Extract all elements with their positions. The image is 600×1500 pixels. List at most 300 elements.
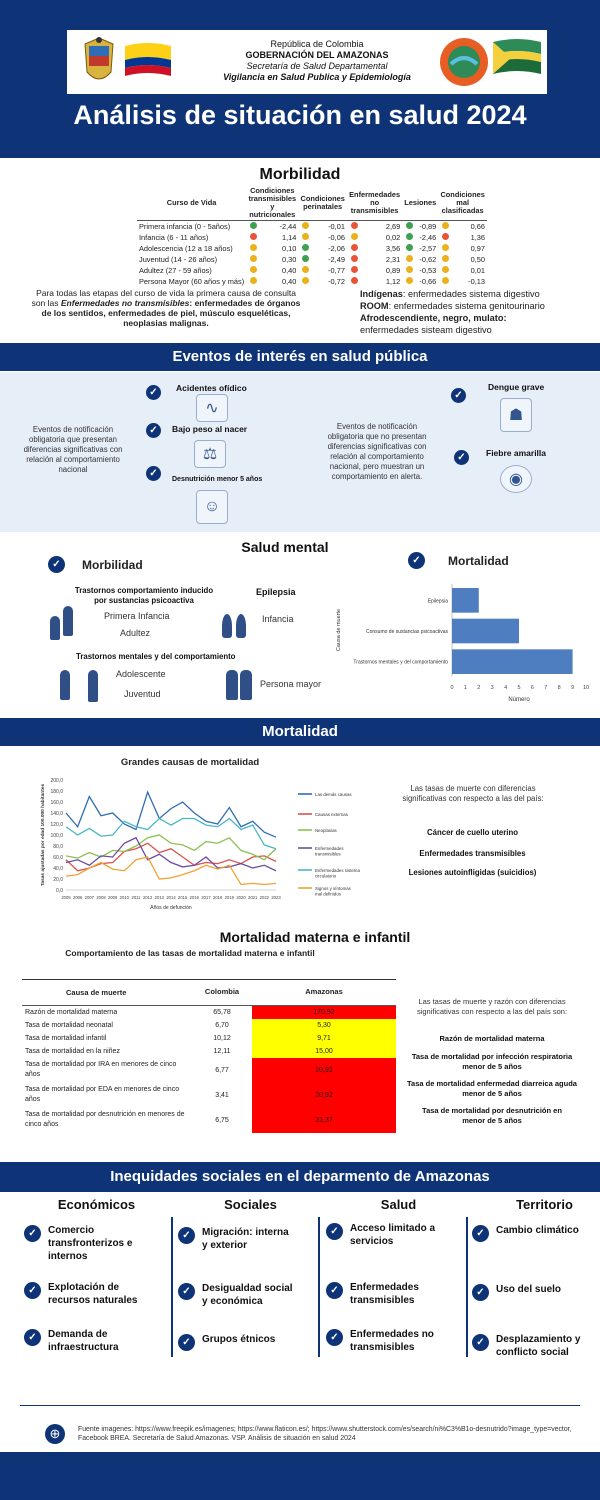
cause-cell: Tasa de mortalidad neonatal	[25, 1021, 113, 1029]
table-cell	[246, 276, 298, 287]
x-tick-label: 2005	[61, 895, 71, 900]
table-row	[22, 1032, 396, 1045]
cell-value: 0,02	[385, 232, 401, 242]
ineq-item-label: Acceso limitado a servicios	[350, 1223, 436, 1247]
amazonas-cell: 170,92	[252, 1006, 396, 1019]
ineq-item-label: Grupos étnicos	[202, 1334, 276, 1345]
check-icon: ✓	[146, 385, 161, 400]
row-label: Persona Mayor (60 años y más)	[139, 276, 245, 286]
arrow-down-icon	[351, 255, 358, 262]
cell-value: 1,36	[470, 232, 485, 242]
arrow-right-icon	[442, 255, 449, 262]
bar	[452, 619, 519, 644]
ineq-column	[24, 1197, 169, 1224]
room-text: : enfermedades sistema genitourinario	[388, 301, 545, 311]
x-tick-label: 2007	[84, 895, 94, 900]
check-icon: ✓	[451, 388, 466, 403]
amazonas-cell: 15,00	[252, 1045, 396, 1058]
cell-value: -0,53	[419, 265, 437, 275]
x-tick-label: 5	[517, 685, 521, 691]
ineq-item	[472, 1283, 590, 1301]
x-axis-label: Años de defunción	[150, 905, 192, 911]
dengue-icon: ☗	[500, 398, 532, 432]
row-label: Primera infancia (0 - 5años)	[139, 221, 231, 231]
ineq-item	[326, 1222, 444, 1248]
materna-side-text: Las tasas de muerte y razón con diferencias significativas con respecto a las del país son:	[416, 997, 568, 1016]
ineq-heading: Salud	[380, 1197, 417, 1212]
institution-text	[217, 39, 417, 83]
table-row	[22, 1045, 396, 1058]
x-tick-label: 2022	[259, 895, 269, 900]
ineq-item	[472, 1333, 590, 1359]
legend-label: Enfermedades transmisibles	[315, 846, 344, 857]
y-tick-label: 100,0	[50, 833, 63, 839]
divider	[466, 1217, 468, 1357]
table-row	[137, 232, 487, 243]
table-cell	[402, 276, 438, 287]
y-tick-label: 180,0	[50, 789, 63, 795]
divider	[22, 979, 396, 980]
x-tick-label: 2012	[143, 895, 153, 900]
institution-card	[67, 30, 547, 94]
check-icon: ✓	[326, 1223, 343, 1240]
table-cell	[402, 243, 438, 254]
table-cell	[298, 232, 347, 243]
check-icon: ✓	[178, 1334, 195, 1351]
ineq-item	[178, 1226, 296, 1252]
morbilidad-col-header: Curso de Vida	[137, 186, 246, 221]
y-tick-label: 0,0	[56, 888, 63, 894]
woman-icon	[60, 670, 70, 700]
y-tick-label: 80,0	[53, 844, 63, 850]
arrow-right-icon	[250, 255, 257, 262]
y-tick-label: 120,0	[50, 822, 63, 828]
cell-value: -0,66	[419, 276, 437, 286]
y-tick-label: 200,0	[50, 778, 63, 784]
check-icon: ✓	[454, 450, 469, 465]
ethnic-notes	[360, 288, 600, 336]
sm-t2-c: Persona mayor	[260, 679, 322, 689]
ineq-heading: Sociales	[224, 1197, 277, 1212]
amazonas-cell: 31,37	[252, 1108, 396, 1133]
x-tick-label: 9	[571, 685, 575, 691]
cell-value: -0,77	[328, 265, 345, 275]
mort-cause-2: Enfermedades transmisibles	[419, 849, 526, 858]
series-line	[66, 843, 276, 871]
x-tick-label: 4	[504, 685, 508, 691]
series-line	[66, 835, 276, 860]
arrow-right-icon	[250, 244, 257, 251]
ineq-item-label: Uso del suelo	[496, 1284, 562, 1295]
elderly-icon	[226, 670, 238, 700]
ineq-heading: Económicos	[57, 1197, 136, 1212]
event-fiebre: Fiebre amarilla	[486, 448, 547, 458]
arrow-down-icon	[351, 244, 358, 251]
check-icon: ✓	[326, 1282, 343, 1299]
y-tick-label: 140,0	[50, 811, 63, 817]
colombia-cell: 65,78	[213, 1008, 231, 1016]
table-cell	[402, 265, 438, 276]
table-cell	[298, 254, 347, 265]
table-cell	[347, 232, 402, 243]
ineq-item	[326, 1328, 444, 1354]
arrow-down-icon	[351, 277, 358, 284]
cell-value: -0,89	[419, 221, 437, 231]
note-pre: Para todas las etapas del curso de vida la primera causa de consulta son las	[31, 288, 296, 308]
table-cell	[438, 265, 487, 276]
bar	[452, 588, 479, 613]
amazonas-cell: 5,30	[252, 1019, 396, 1032]
cause-cell: Tasa de mortalidad infantil	[25, 1034, 107, 1042]
sm-t1: Trastornos comportamiento inducido por sustancias psicoactiva	[74, 586, 214, 605]
cell-value: -0,06	[328, 232, 345, 242]
ineq-column	[178, 1197, 323, 1224]
arrow-down-icon	[351, 266, 358, 273]
morbilidad-col-header: Condiciones mal clasificadas	[438, 186, 487, 221]
check-icon: ✓	[472, 1334, 489, 1351]
arrow-right-icon	[406, 255, 413, 262]
arrow-up-icon	[406, 222, 413, 229]
colombia-cell: 10,12	[213, 1034, 231, 1042]
morbilidad-col-header: Condiciones transmisibles y nutricionales	[246, 186, 298, 221]
table-cell	[402, 221, 438, 232]
children-icon	[236, 614, 246, 638]
colombia-cell: 6,77	[215, 1066, 229, 1074]
category-label: Consumo de sustancias psicoactivas	[366, 629, 448, 635]
ineq-column	[472, 1197, 600, 1224]
table-row	[22, 1006, 396, 1019]
table-cell	[347, 265, 402, 276]
x-tick-label: 3	[490, 685, 494, 691]
check-icon: ✓	[24, 1225, 41, 1242]
materna-subtitle: Comportamiento de las tasas de mortalidad materna e infantil	[65, 948, 315, 958]
event-bajo-peso: Bajo peso al nacer	[172, 424, 248, 434]
mm-side-2: Tasa de mortalidad por infección respiratoria menor de 5 años	[411, 1052, 573, 1071]
afro-text: enfermedades sisteam digestivo	[360, 325, 492, 335]
category-label: Trastornos mentales y del comportamiento	[353, 659, 448, 666]
table-cell	[246, 265, 298, 276]
check-icon: ✓	[24, 1329, 41, 1346]
table-row	[137, 254, 487, 265]
ineq-heading: Territorio	[516, 1197, 573, 1212]
table-row	[137, 265, 487, 276]
ineq-item	[24, 1328, 142, 1354]
row-label: Juventud (14 - 26 años)	[139, 254, 218, 264]
mortalidad-text: Las tasas de muerte con diferencias significativas con respecto a las del país:	[402, 784, 544, 803]
arrow-right-icon	[302, 266, 309, 273]
morbilidad-note	[30, 288, 302, 328]
ineq-item-label: Demanda de infraestructura	[48, 1329, 119, 1353]
mm-h-amazonas: Amazonas	[305, 987, 343, 996]
x-tick-label: 2016	[189, 895, 199, 900]
x-tick-label: 10	[582, 685, 590, 691]
cell-value: -0,72	[328, 276, 345, 286]
arrow-right-icon	[302, 277, 309, 284]
table-cell	[347, 276, 402, 287]
cell-value: 0,40	[281, 265, 297, 275]
check-icon: ✓	[326, 1329, 343, 1346]
globe-icon: ⊕	[45, 1424, 65, 1444]
arrow-down-icon	[351, 222, 358, 229]
eventos-mid-text: Eventos de notificación obligatoria que no presentan diferencias significativas con relación al comportamiento nacional, pero muestran un comportamiento en alerta.	[327, 422, 427, 481]
cell-value: -0,13	[468, 276, 485, 286]
cell-value: 1,14	[281, 232, 297, 242]
arrow-right-icon	[442, 266, 449, 273]
arrow-right-icon	[442, 277, 449, 284]
sm-t2: Trastornos mentales y del comportamiento	[76, 652, 236, 661]
table-row	[22, 1019, 396, 1032]
x-tick-label: 6	[530, 685, 534, 691]
x-tick-label: 2023	[271, 895, 281, 900]
ind-text: : enfermedades sistema digestivo	[402, 289, 540, 299]
morbilidad-title: Morbilidad	[259, 166, 341, 183]
line-chart-title: Grandes causas de mortalidad	[120, 757, 260, 768]
sm-t2-a: Adolescente	[116, 669, 166, 679]
check-icon: ✓	[178, 1283, 195, 1300]
cause-cell: Tasa de mortalidad por desnutrición en menores de cinco años	[25, 1111, 185, 1128]
y-axis-label: Causa de muerte	[336, 608, 342, 652]
x-tick-label: 0	[450, 685, 454, 691]
ineq-item-label: Comercio transfronterizos e internos	[48, 1225, 133, 1262]
ineq-item	[24, 1224, 142, 1263]
table-row	[22, 1108, 396, 1133]
cell-value: 0,40	[281, 276, 297, 286]
ineq-item-label: Desigualdad social y económica	[202, 1283, 293, 1307]
arrow-down-icon	[442, 233, 449, 240]
check-icon: ✓	[178, 1227, 195, 1244]
ineq-item-label: Cambio climático	[496, 1225, 579, 1236]
colombia-cell: 6,75	[215, 1116, 229, 1124]
amazonas-flag-icon	[491, 38, 543, 78]
table-cell	[438, 276, 487, 287]
table-cell	[402, 254, 438, 265]
afro-label: Afrodescendiente, negro, mulato:	[360, 313, 507, 323]
cell-value: -2,06	[328, 243, 345, 253]
ind-label: Indígenas	[360, 289, 403, 299]
ineq-item-label: Explotación de recursos naturales	[48, 1282, 138, 1306]
baby-scale-icon: ⚖	[194, 440, 226, 468]
check-icon: ✓	[48, 556, 65, 573]
arrow-down-icon	[250, 233, 257, 240]
ineq-item	[178, 1333, 296, 1351]
check-icon: ✓	[408, 552, 425, 569]
ineq-item-label: Desplazamiento y conflicto social	[496, 1334, 581, 1358]
table-cell	[402, 232, 438, 243]
note-post: : enfermedades de órganos de los sentidos, enfermedades de piel, músculo esqueléticas, neoplasias malignas.	[41, 298, 301, 328]
x-tick-label: 2021	[248, 895, 258, 900]
snake-icon: ∿	[196, 394, 228, 422]
table-cell	[347, 221, 402, 232]
morbilidad-table	[137, 186, 487, 287]
vigilancia-label: Vigilancia en Salud Publica y Epidemiología	[223, 72, 411, 82]
table-cell	[298, 265, 347, 276]
page-title: Análisis de situación en salud 2024	[73, 100, 527, 130]
colombia-coat-of-arms-icon	[79, 36, 119, 88]
table-cell	[298, 221, 347, 232]
family-icon	[50, 616, 60, 640]
children-icon	[222, 614, 232, 638]
cause-cell: Tasa de mortalidad por IRA en menores de cinco años	[25, 1061, 177, 1078]
mort-cause-1: Cáncer de cuello uterino	[427, 828, 518, 837]
cell-value: -2,44	[279, 221, 297, 231]
table-cell	[246, 232, 298, 243]
legend-label: Enfermedades sistema circulatorio	[315, 868, 360, 879]
mortalidad-band: Mortalidad	[0, 718, 600, 746]
eventos-left-text: Eventos de notificación obligatoria que presentan diferencias significativas con relación al comportamiento nacional	[23, 425, 123, 474]
x-tick-label: 8	[557, 685, 561, 691]
cell-value: -2,46	[419, 232, 437, 242]
divider	[171, 1217, 173, 1357]
series-line	[66, 792, 276, 837]
x-tick-label: 2020	[236, 895, 246, 900]
y-tick-label: 20,0	[53, 877, 63, 883]
arrow-right-icon	[406, 277, 413, 284]
footer-band	[0, 1452, 600, 1500]
amazonas-coat-of-arms-icon	[439, 34, 489, 90]
legend-label: Neoplasias	[315, 828, 337, 833]
eye-icon: ◉	[500, 465, 532, 493]
x-tick-label: 2015	[178, 895, 188, 900]
cell-value: 0,10	[281, 243, 297, 253]
child-icon: ☺	[196, 490, 228, 524]
x-tick-label: 2009	[108, 895, 118, 900]
event-desnutricion: Desnutrición menor 5 años	[172, 476, 263, 483]
legend-label: Signos y síntomas mal definidos	[315, 886, 351, 897]
cell-value: 0,30	[281, 254, 297, 264]
sm-epi-a: Infancia	[262, 614, 294, 624]
ineq-item	[24, 1281, 142, 1307]
cause-cell: Tasa de mortalidad por EDA en menores de cinco años	[25, 1086, 180, 1103]
mm-side-3: Tasa de mortalidad enfermedad diarreica aguda menor de 5 años	[407, 1079, 577, 1098]
note-em: Enfermedades no transmisibles	[60, 298, 190, 308]
mm-h-cause: Causa de muerte	[66, 988, 127, 997]
salud-mental-title: Salud mental	[241, 539, 329, 555]
ineq-item-label: Enfermedades transmisibles	[350, 1282, 419, 1306]
man-icon	[88, 670, 98, 702]
y-tick-label: 40,0	[53, 866, 63, 872]
x-tick-label: 2019	[224, 895, 234, 900]
republic-label: República de Colombia	[270, 39, 364, 49]
mort-cause-3: Lesiones autoinfligidas (suicidios)	[408, 868, 537, 877]
footer-source: Fuente imagenes: https://www.freepik.es/imagenes; https://www.flaticon.es/; https://www.shutterstock.com/es/search/ni%C3%B1o-desnutrido?image_type=vector, Facebook BREA. Secretaría de Salud Amazonas. VSP. Análisis de situación en salud 2024	[78, 1426, 572, 1442]
arrow-right-icon	[302, 233, 309, 240]
amazonas-cell: 20,92	[252, 1083, 396, 1108]
table-row	[137, 276, 487, 287]
colombia-flag-icon	[123, 42, 173, 78]
table-cell	[438, 221, 487, 232]
arrow-up-icon	[250, 222, 257, 229]
sm-epilepsia: Epilepsia	[256, 587, 296, 597]
cause-cell: Tasa de mortalidad en la niñez	[25, 1047, 120, 1055]
colombia-cell: 12,11	[213, 1047, 231, 1055]
x-tick-label: 2011	[131, 895, 141, 900]
elderly-icon	[240, 670, 252, 700]
colombia-cell: 3,41	[215, 1091, 229, 1099]
table-cell	[347, 243, 402, 254]
table-cell	[246, 221, 298, 232]
arrow-up-icon	[406, 233, 413, 240]
cell-value: 2,31	[385, 254, 401, 264]
table-cell	[347, 254, 402, 265]
arrow-right-icon	[351, 233, 358, 240]
secretaria-label: Secretaría de Salud Departamental	[246, 61, 388, 71]
x-tick-label: 2008	[96, 895, 106, 900]
x-tick-label: 2010	[119, 895, 129, 900]
legend-label: Las demás causas	[315, 792, 352, 797]
check-icon: ✓	[146, 466, 161, 481]
ineq-item-label: Enfermedades no transmisibles	[350, 1329, 434, 1353]
y-tick-label: 160,0	[50, 800, 63, 806]
ineq-item	[178, 1282, 296, 1308]
table-cell	[438, 232, 487, 243]
bar	[452, 649, 573, 674]
check-icon: ✓	[24, 1282, 41, 1299]
cause-cell: Razón de mortalidad materna	[25, 1008, 118, 1016]
arrow-up-icon	[302, 255, 309, 262]
materna-table	[22, 986, 396, 1133]
ineq-item	[472, 1224, 590, 1242]
cell-value: -2,49	[328, 254, 345, 264]
table-cell	[246, 243, 298, 254]
table-cell	[298, 243, 347, 254]
amazonas-cell: 20,92	[252, 1058, 396, 1083]
x-tick-label: 2014	[166, 895, 176, 900]
x-tick-label: 1	[463, 685, 467, 691]
table-row	[22, 1083, 396, 1108]
x-tick-label: 2006	[73, 895, 83, 900]
morbilidad-col-header: Lesiones	[402, 186, 438, 221]
colombia-cell: 6,70	[215, 1021, 229, 1029]
legend-label: Causas externas	[315, 812, 348, 817]
governor-label: GOBERNACIÓN DEL AMAZONAS	[245, 50, 389, 60]
row-label: Infancia (6 - 11 años)	[139, 232, 209, 242]
sm-t1-a: Primera Infancia	[104, 611, 170, 621]
arrow-right-icon	[442, 244, 449, 251]
cell-value: 1,12	[385, 276, 401, 286]
sm-mortalidad-title: Mortalidad	[448, 554, 509, 568]
cell-value: 0,97	[470, 243, 485, 253]
family-icon	[63, 606, 73, 636]
mm-side-4: Tasa de mortalidad por desnutrición en menor de 5 años	[422, 1106, 562, 1125]
cell-value: 0,01	[470, 265, 485, 275]
cell-value: 3,56	[385, 243, 401, 253]
series-line	[66, 819, 276, 849]
x-tick-label: 2013	[154, 895, 164, 900]
row-label: Adolescencia (12 a 18 años)	[139, 243, 233, 253]
y-tick-label: 60,0	[53, 855, 63, 861]
arrow-up-icon	[302, 244, 309, 251]
mm-side-1: Razón de mortalidad materna	[439, 1034, 545, 1043]
check-icon: ✓	[472, 1225, 489, 1242]
table-cell	[438, 243, 487, 254]
inequidades-band: Inequidades sociales en el deparmento de Amazonas	[0, 1162, 600, 1192]
x-tick-label: 7	[544, 685, 548, 691]
eventos-band: Eventos de interés en salud pública	[0, 343, 600, 371]
amazonas-cell: 9,71	[252, 1032, 396, 1045]
arrow-up-icon	[406, 244, 413, 251]
cell-value: 0,66	[470, 221, 485, 231]
arrow-right-icon	[250, 266, 257, 273]
event-dengue: Dengue grave	[488, 382, 545, 392]
ineq-item	[326, 1281, 444, 1307]
divider	[20, 1405, 580, 1406]
x-tick-label: 2	[477, 685, 481, 691]
materna-title: Mortalidad materna e infantil	[219, 929, 411, 945]
table-row	[137, 221, 487, 232]
mental-mortality-chart	[330, 578, 598, 708]
table-cell	[298, 276, 347, 287]
arrow-right-icon	[250, 277, 257, 284]
